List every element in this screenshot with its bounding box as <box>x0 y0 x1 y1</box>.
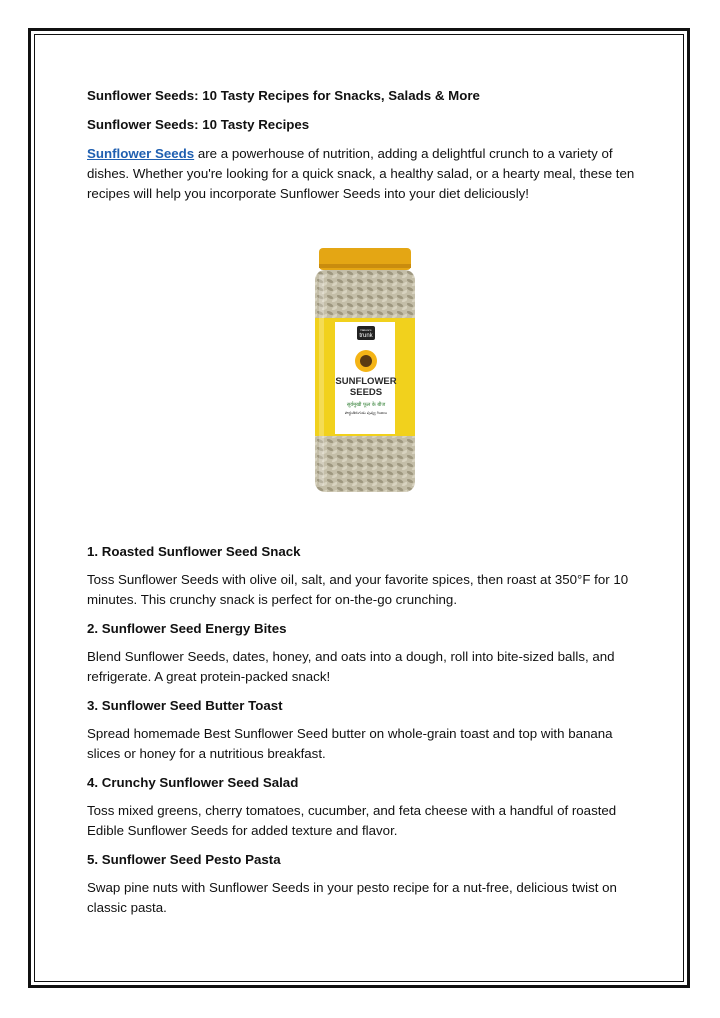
brand-small-text: Nature's <box>359 328 372 332</box>
intro-text: are a powerhouse of nutrition, adding a delightful crunch to a variety of dishes. Whether you're looking for a quick snack, a healthy salad, or a hearty meal, these ten recipes will help you incorporate Sunflower Seeds into your diet deliciously! <box>87 146 635 201</box>
recipe-text: Spread homemade Best Sunflower Seed butter on whole-grain toast and top with banana slices or honey for a nutritious breakfast. <box>87 726 613 761</box>
sunflower-seeds-link[interactable]: Sunflower Seeds <box>87 146 195 161</box>
recipe-text: Toss mixed greens, cherry tomatoes, cucumber, and feta cheese with a handful of roasted Edible Sunflower Seeds for added texture and flavor. <box>87 803 617 838</box>
recipe-text: Toss Sunflower Seeds with olive oil, salt, and your favorite spices, then roast at 350°F for 10 minutes. This crunchy snack is perfect for on-the-go crunching. <box>87 572 629 607</box>
recipe-text: Blend Sunflower Seeds, dates, honey, and oats into a dough, roll into bite-sized balls, and refrigerate. A great protein-packed snack! <box>87 649 615 684</box>
telugu-name: పొద్దుతిరుగుడు పువ్వు గింజలు <box>344 411 387 415</box>
sunflower-icon <box>355 350 377 372</box>
recipe-heading: 2. Sunflower Seed Energy Bites <box>87 621 287 636</box>
brand-text: trunk <box>358 333 373 339</box>
seed-jar-image <box>307 246 423 494</box>
recipe-text: Swap pine nuts with Sunflower Seeds in your pesto recipe for a nut-free, delicious twist on classic pasta. <box>87 880 617 915</box>
recipe-heading: 3. Sunflower Seed Butter Toast <box>87 698 283 713</box>
recipe-heading: 5. Sunflower Seed Pesto Pasta <box>87 852 281 867</box>
document-body <box>87 86 642 927</box>
recipe-heading: 4. Crunchy Sunflower Seed Salad <box>87 775 299 790</box>
document-subtitle: Sunflower Seeds: 10 Tasty Recipes <box>87 117 310 132</box>
product-name-line1: SUNFLOWER <box>334 376 397 387</box>
document-title: Sunflower Seeds: 10 Tasty Recipes for Snacks, Salads & More <box>87 88 480 103</box>
product-image <box>87 246 642 494</box>
intro-paragraph <box>87 144 642 204</box>
recipe-heading: 1. Roasted Sunflower Seed Snack <box>87 544 301 559</box>
hindi-name: सूर्यमुखी फूल के बीज <box>346 402 385 408</box>
product-name-line2: SEEDS <box>349 387 382 398</box>
recipe-list <box>87 542 642 918</box>
